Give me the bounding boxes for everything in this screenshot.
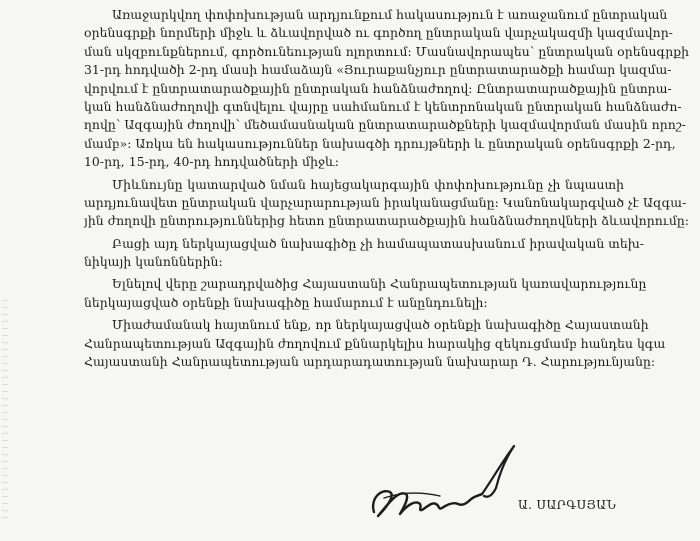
paragraph-3 bbox=[84, 235, 645, 272]
text-line: Հայաստանի Հանրապետության արդարադատության նախարար Դ. Հարությունյանը: bbox=[84, 354, 656, 370]
text-line: Առաջարկվող փոփոխության արդյունքում հակասություն է առաջանում ընտրական bbox=[112, 7, 668, 22]
text-line: կան հանձնաժողովի գտնվելու վայրը սահմանում է կենտրոնական ընտրական հանձնաժո- bbox=[84, 98, 682, 114]
text-line: Բացի այդ ներկայացված նախագիծը չի համապատասխանում իրավական տեխ- bbox=[112, 235, 645, 251]
text-line: Ելնելով վերը շարադրվածից Հայաստանի Հանրապետության կառավարությունը bbox=[112, 276, 647, 292]
text-line: ղովը՝ Ազգային ժողովի՝ մեծամասնական ընտրատարածքների կազմավորման մասին որոշ- bbox=[84, 117, 686, 133]
paragraph-1 bbox=[84, 6, 690, 172]
signer-name: Ա. ՍԱՐԳՍՅԱՆ bbox=[518, 498, 617, 512]
scan-edge-marks bbox=[2, 300, 8, 520]
text-line: արդյունավետ ընտրական վարչարարության իրականացմանը: Կանոնակարգված չէ Ազգա- bbox=[84, 194, 687, 210]
text-line: վորվում է ընտրատարածքային ընտրական հանձնաժողով: Ընտրատարածքային ընտրա- bbox=[84, 80, 672, 96]
text-line: ման սկզբունքներում, գործունեության ոլորտում: Մասնավորապես՝ ընտրական օրենսգրքի bbox=[84, 43, 690, 59]
text-line: նիկայի կանոններին: bbox=[84, 254, 223, 270]
handwritten-signature bbox=[362, 440, 532, 525]
text-line: Միաժամանակ հայտնում ենք, որ ներկայացված օրենքի նախագիծը Հայաստանի bbox=[112, 317, 649, 333]
text-line: Միևնույնը կատարված նման հայեցակարգային փոփոխությունը չի նպաստի bbox=[112, 176, 624, 192]
text-line: Հանրապետության Ազգային ժողովում քննարկելիս հարակից զեկուցմամբ հանդես կգա bbox=[84, 335, 666, 351]
text-line: 31-րդ հոդվածի 2-րդ մասի համաձայն «Յուրաքանչյուր ընտրատարածքի համար կազմա- bbox=[84, 62, 672, 78]
text-line: օրենսգրքի նորմերի միջև և ձևավորված ու գործող ընտրական վարչակազմի կազմավոր- bbox=[84, 25, 673, 41]
text-line: 10-րդ, 15-րդ, 40-րդ հոդվածների միջև: bbox=[84, 154, 340, 170]
text-line: յին ժողովի ընտրություններից հետո ընտրատարածքային հանձնաժողովների ձևավորումը: bbox=[84, 213, 690, 229]
text-line: ներկայացված օրենքի նախագիծը համարում է անընդունելի: bbox=[84, 294, 488, 310]
paragraph-2 bbox=[84, 176, 690, 231]
document-body bbox=[84, 6, 690, 371]
paragraph-4 bbox=[84, 275, 647, 312]
text-line: մամբ»: Առկա են հակասություններ նախագծի դրույթների և ընտրական օրենսգրքի 2-րդ, bbox=[84, 135, 676, 151]
paragraph-5 bbox=[84, 316, 666, 371]
